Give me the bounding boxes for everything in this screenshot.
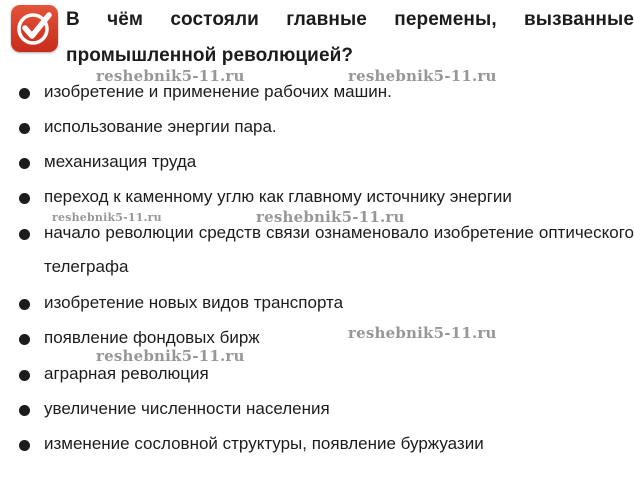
bullet [19, 158, 30, 169]
answer-text: изобретение и применение рабочих машин. [44, 82, 392, 101]
watermark: reshebnik5-11.ru [96, 347, 245, 365]
watermark: reshebnik5-11.ru [348, 67, 497, 85]
answer-text: увеличение численности населения [44, 399, 330, 418]
bullet [19, 299, 30, 310]
watermark: reshebnik5-11.ru [256, 208, 405, 226]
watermark: reshebnik5-11.ru [52, 211, 162, 224]
answer-text: появление фондовых бирж [44, 328, 260, 347]
bullet [19, 334, 30, 345]
bullet [19, 88, 30, 99]
bullet [19, 370, 30, 381]
bullet [19, 405, 30, 416]
bullet [19, 440, 30, 451]
watermark: reshebnik5-11.ru [96, 67, 245, 85]
answer-text: переход к каменному углю как главному источнику энергии [44, 187, 512, 206]
answer-text: использование энергии пара. [44, 117, 277, 136]
bullet [19, 229, 30, 240]
answer-text: начало революции средств связи ознаменовало изобретение оптического телеграфа [44, 223, 634, 276]
answer-text: аграрная революция [44, 364, 209, 383]
answer-text: изменение сословной структуры, появление буржуазии [44, 434, 484, 453]
watermark: reshebnik5-11.ru [348, 324, 497, 342]
answer-text: механизация труда [44, 152, 197, 171]
question-heading: В чём состояли главные перемены, вызванные промышленной революцией? [66, 9, 634, 66]
answer-text: изобретение новых видов транспорта [44, 293, 344, 312]
bullet [19, 193, 30, 204]
bullet [19, 123, 30, 134]
